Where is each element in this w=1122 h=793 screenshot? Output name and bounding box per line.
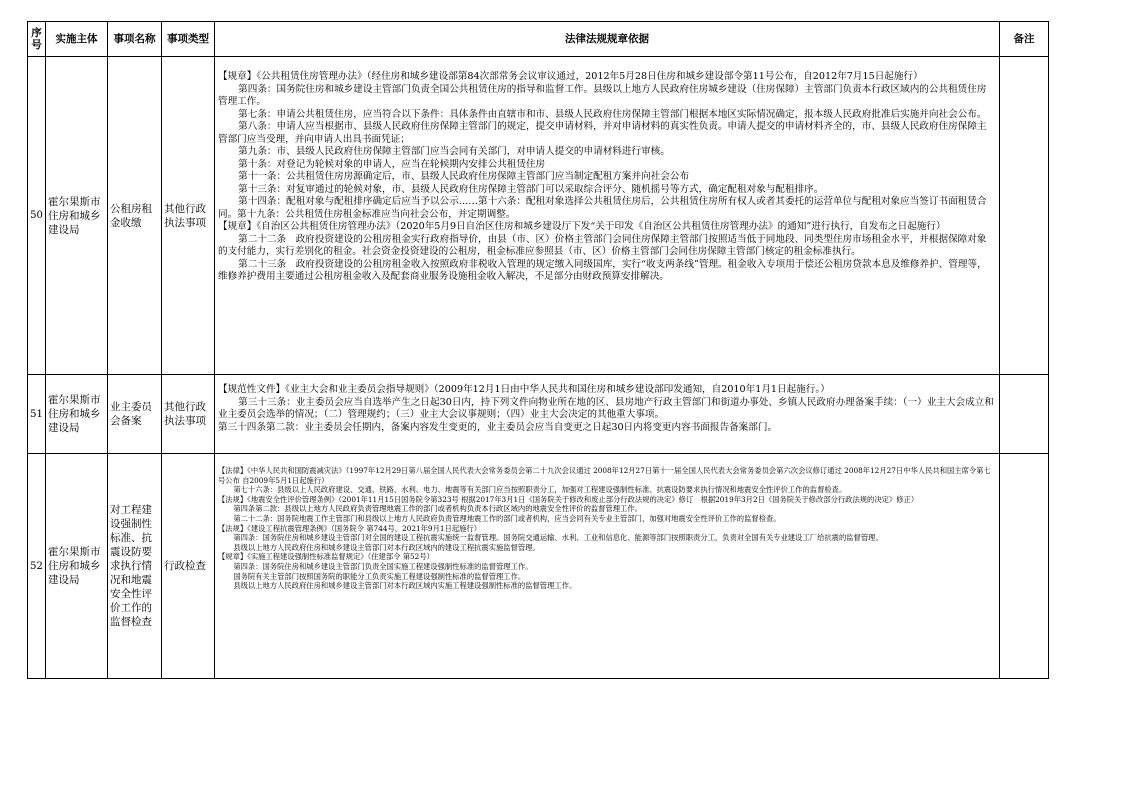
table-row xyxy=(28,375,1049,454)
row-org: 霍尔果斯市住房和城乡建设局 xyxy=(46,57,108,375)
row-item-type: 其他行政执法事项 xyxy=(162,375,215,454)
basis-paragraph: 第二十二条 政府投资建设的公租房租金实行政府指导价，由县（市、区）价格主管部门会同住房保障主管部门按照适当低于同地段、同类型住房市场租金水平，并根据保障对象的支付能力，实行差别化的租金。社会资金投资建设的公租房，租金标准应参照县（市、区）价格主管部门会同住房保障主管部门核定的租金标准执行。 xyxy=(218,233,987,257)
basis-paragraph: 第二十三条 政府投资建设的公租房租金收入按照政府非税收入管理的规定缴入同级国库，实行“收支两条线”管理。租金收入专项用于偿还公租房贷款本息及维修养护、管理等，维修养护费用主要通过公租房租金收入及配套商业服务设施租金收入解决，不足部分由财政预算安排解决。 xyxy=(218,258,987,282)
basis-paragraph: 【规章】《实施工程建设强制性标准监督规定》（住建部令 第52号） xyxy=(218,552,434,562)
row-item-type: 其他行政执法事项 xyxy=(162,57,215,375)
table-header-row xyxy=(28,22,1049,57)
basis-paragraph: 县级以上地方人民政府住房和城乡建设主管部门对本行政区域内的建设工程抗震实施监督管理。 xyxy=(233,542,540,552)
basis-paragraph: 县级以上地方人民政府住房和城乡建设主管部门对本行政区域内实施工程建设强制性标准的监督管理工作。 xyxy=(233,581,577,591)
row-item-type: 行政检查 xyxy=(162,454,215,679)
row-index: 51 xyxy=(28,375,46,454)
basis-paragraph: 第十三条：对复审通过的轮候对象，市、县级人民政府住房保障主管部门可以采取综合评分、随机摇号等方式，确定配租对象与配租排序。 xyxy=(238,183,824,195)
header-item-type: 事项类型 xyxy=(162,22,215,57)
row-index: 50 xyxy=(28,57,46,375)
row-item-name: 业主委员会备案 xyxy=(108,375,162,454)
basis-paragraph: 第八条：申请人应当根据市、县级人民政府住房保障主管部门的规定，提交申请材料，并对申请材料的真实性负责。申请人提交的申请材料齐全的，市、县级人民政府住房保障主管部门应当受理，并向申请人出具书面凭证； xyxy=(218,121,987,145)
row-item-name: 对工程建设强制性标准、抗震设防要求执行情况和地震安全性评价工作的监督检查 xyxy=(108,454,162,679)
header-remark: 备注 xyxy=(1000,22,1049,57)
basis-paragraph: 【法规】《地震安全性评价管理条例》（2001年11月15日国务院令第323号 根据2017年3月1日《国务院关于修改和废止部分行政法规的决定》修订 根据2019年3月2日《国务院关于修改部分行政法规的决定》修正） xyxy=(218,494,919,504)
basis-paragraph: 【规章】《自治区公共租赁住房管理办法》（2020年5月9日自治区住房和城乡建设厅下发“关于印发《自治区公共租赁住房管理办法》的通知”进行执行，自发布之日起施行） xyxy=(218,221,946,232)
header-basis: 法律法规规章依据 xyxy=(215,22,1000,57)
basis-paragraph: 第十一条：公共租赁住房房源确定后，市、县级人民政府住房保障主管部门应当制定配租方案并向社会公布 xyxy=(238,171,690,182)
basis-paragraph: 第九条：市、县级人民政府住房保障主管部门应当会同有关部门，对申请人提交的申请材料进行审核。 xyxy=(238,146,670,157)
basis-paragraph: 第三十三条：业主委员会应当自选举产生之日起30日内，持下列文件向物业所在地的区、县房地产行政主管部门和街道办事处、乡镇人民政府办理备案手续：（一）业主大会成立和业主委员会选举的情况；（二）管理规约；（三）业主大会议事规则；（四）业主大会决定的其他重大事项。 xyxy=(218,396,994,420)
row-basis xyxy=(215,375,1000,454)
header-item-name: 事项名称 xyxy=(108,22,162,57)
basis-paragraph: 第四条第二款：县级以上地方人民政府负责管理地震工作的部门或者机构负责本行政区域内的地震安全性评价的监督管理工作。 xyxy=(233,504,642,514)
row-basis xyxy=(215,454,1000,679)
basis-paragraph: 【规章】《公共租赁住房管理办法》（经住房和城乡建设部第84次部常务会议审议通过，2012年5月28日住房和城乡建设部令第11号公布，自2012年7月15日起施行） xyxy=(218,71,923,82)
row-remark xyxy=(1000,454,1049,679)
basis-paragraph: 第三十四条第二款：业主委员会任期内，备案内容发生变更的，业主委员会应当自变更之日起30日内将变更内容书面报告备案部门。 xyxy=(218,421,778,433)
basis-paragraph: 【法律】《中华人民共和国防震减灾法》（1997年12月29日第八届全国人民代表大会常务委员会第二十九次会议通过 2008年12月27日第十一届全国人民代表大会常务委员会第六次会议修订通过 2008年12月27日中华人民共和国主席令第七号公布 自2009年5月1日起施行） xyxy=(218,466,991,485)
row-remark xyxy=(1000,57,1049,375)
table-row xyxy=(28,57,1049,375)
header-org: 实施主体 xyxy=(46,22,108,57)
basis-paragraph: 第十条：对登记为轮候对象的申请人，应当在轮候期内安排公共租赁住房 xyxy=(238,158,546,170)
row-org: 霍尔果斯市住房和城乡建设局 xyxy=(46,454,108,679)
basis-paragraph: 第四条：国务院住房和城乡建设主管部门对全国的建设工程抗震实施统一监督管理。国务院交通运输、水利、工业和信息化、能源等部门按照职责分工，负责对全国有关专业建设工厂给抗震的监督管理。 xyxy=(233,533,883,543)
row-remark xyxy=(1000,375,1049,454)
row-org: 霍尔果斯市住房和城乡建设局 xyxy=(46,375,108,454)
basis-paragraph: 【法规】《建设工程抗震管理条例》（国务院令 第744号，2021年9月1日起施行） xyxy=(218,523,482,533)
basis-paragraph: 第二十二条：国务院地震工作主管部门和县级以上地方人民政府负责管理地震工作的部门或者机构，应当会同有关专业主管部门，加强对地震安全性评价工作的监督检查。 xyxy=(233,513,781,523)
basis-paragraph: 第七条：申请公共租赁住房，应当符合以下条件：具体条件由直辖市和市、县级人民政府住房保障主管部门根据本地区实际情况确定，报本级人民政府批准后实施并向社会公布。 xyxy=(238,108,987,120)
basis-paragraph: 第四条：国务院住房和城乡建设主管部门负责全国公共租赁住房的指导和监督工作。县级以上地方人民政府住房城乡建设（住房保障）主管部门负责本行政区域内的公共租赁住房管理工作。 xyxy=(218,83,987,107)
table-row xyxy=(28,454,1049,679)
basis-paragraph: 第十四条：配租对象与配租排序确定后应当予以公示……第十六条：配租对象选择公共租赁住房后，公共租赁住房所有权人或者其委托的运营单位与配租对象应当签订书面租赁合同。第十九条：公共租赁住房租金标准应当向社会公布，并定期调整。 xyxy=(218,196,987,220)
basis-paragraph: 第七十六条：县级以上人民政府建设、交通、铁路、水利、电力、地震等有关部门应当按照职责分工，加强对工程建设强制性标准、抗震设防要求执行情况和地震安全性评价工作的监督检查。 xyxy=(233,485,847,495)
basis-paragraph: 国务院有关主管部门按照国务院的职能分工负责实施工程建设强制性标准的监督管理工作。 xyxy=(233,571,526,581)
basis-paragraph: 第四条：国务院住房和城乡建设主管部门负责全国实施工程建设强制性标准的监督管理工作。 xyxy=(233,561,533,571)
header-index: 序号 xyxy=(28,22,46,57)
basis-paragraph: 【规范性文件】《业主大会和业主委员会指导规则》（2009年12月1日由中华人民共和国住房和城乡建设部印发通知，自2010年1月1日起施行。） xyxy=(218,384,830,395)
row-index: 52 xyxy=(28,454,46,679)
row-item-name: 公租房租金收缴 xyxy=(108,57,162,375)
row-basis xyxy=(215,57,1000,375)
enforcement-items-table xyxy=(27,21,1049,679)
